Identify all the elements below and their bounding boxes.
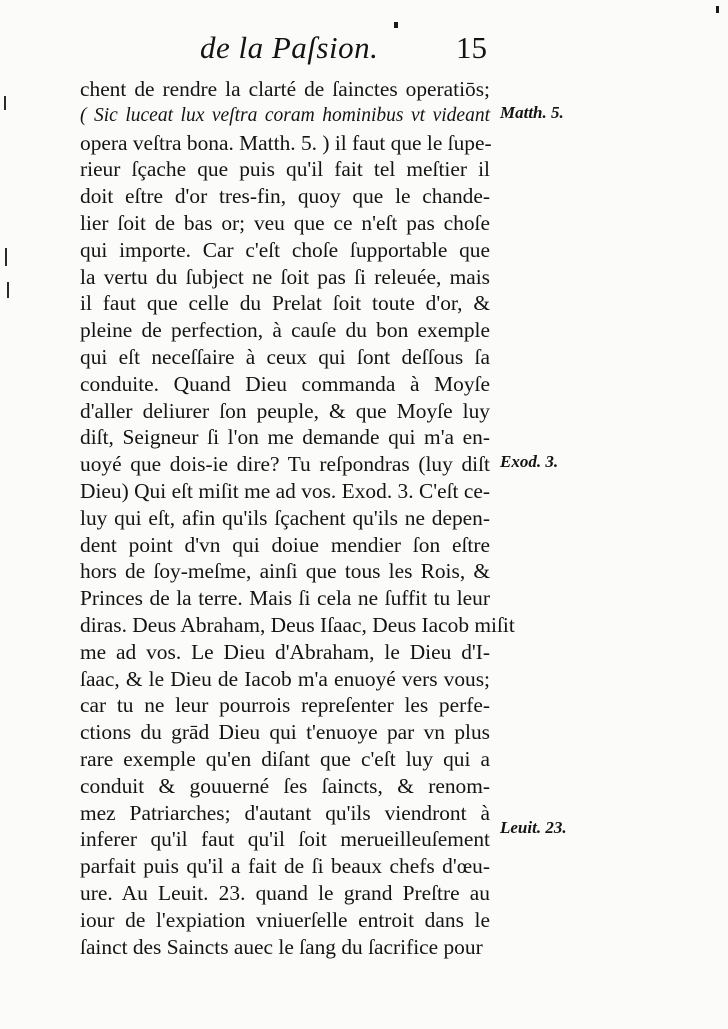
text-line: parfait puis qu'il a fait de ſi beaux chefs d'œu- [80, 854, 490, 879]
body-text [80, 76, 515, 960]
margin-note: Matth. 5. [500, 103, 564, 122]
text-line: ſaac, & le Dieu de Iacob m'a enuoyé vers vous; [80, 666, 490, 691]
text-line: ſainct des Saincts auec le ſang du ſacrifice pour [80, 934, 483, 959]
bleed-through-mark [4, 96, 6, 110]
text-line: d'aller deliurer ſon peuple, & que Moyſe luy [80, 398, 490, 423]
running-title: de la Paſsion. [200, 30, 379, 65]
text-line: me ad vos. Le Dieu d'Abraham, le Dieu d'I- [80, 639, 490, 664]
text-line: doit eſtre d'or tres-fin, quoy que le chande- [80, 184, 490, 209]
text-line: diras. Deus Abraham, Deus Iſaac, Deus Iacob miſit [80, 612, 515, 637]
text-line: ( Sic luceat lux veſtra coram hominibus vt videant [80, 104, 490, 126]
text-line: conduit & gouuerné ſes ſaincts, & renom- [80, 773, 490, 798]
text-line: la vertu du ſubject ne ſoit pas ſi releuée, mais [80, 264, 490, 289]
bleed-through-mark [5, 248, 7, 266]
text-line: il faut que celle du Prelat ſoit toute d'or, & [80, 291, 490, 316]
text-line: Princes de la terre. Mais ſi cela ne ſuffit tu leur [80, 586, 490, 611]
text-line: diſt, Seigneur ſi l'on me demande qui m'a en- [80, 425, 490, 450]
text-line: lier ſoit de bas or; veu que ce n'eſt pas choſe [80, 210, 490, 235]
ink-speck [716, 6, 719, 13]
text-line: car tu ne leur pourrois repreſenter les perfe- [80, 693, 490, 718]
text-line: rieur ſçache que puis qu'il fait tel meſtier il [80, 157, 490, 182]
text-line: dent point d'vn qui doiue mendier ſon eſtre [80, 532, 490, 557]
text-line: uoyé que dois-ie dire? Tu reſpondras (luy diſt [80, 452, 490, 477]
page-header [0, 30, 728, 74]
text-line: ctions du grād Dieu qui t'enuoye par vn plus [80, 720, 490, 745]
text-line: Dieu) Qui eſt miſit me ad vos. Exod. 3. C'eſt ce- [80, 478, 490, 503]
text-line: mez Patriarches; d'autant qu'ils viendront à [80, 800, 490, 825]
text-line: opera veſtra bona. Matth. 5. ) il faut que le ſupe- [80, 130, 492, 155]
text-line: rare exemple qu'en diſant que c'eſt luy qui a [80, 746, 490, 771]
page-number: 15 [456, 30, 487, 65]
text-line: luy qui eſt, afin qu'ils ſçachent qu'ils ne depen- [80, 505, 490, 530]
text-line: ure. Au Leuit. 23. quand le grand Preſtre au [80, 880, 490, 905]
text-line: qui importe. Car c'eſt choſe ſupportable que [80, 237, 490, 262]
ink-speck [394, 22, 398, 28]
text-line: hors de ſoy-meſme, ainſi que tous les Rois, & [80, 559, 490, 584]
margin-note: Exod. 3. [500, 452, 559, 471]
bleed-through-mark [7, 282, 9, 298]
text-line: inferer qu'il faut qu'il ſoit merueilleuſement [80, 827, 490, 852]
text-line: pleine de perfection, à cauſe du bon exemple [80, 318, 490, 343]
text-line: conduite. Quand Dieu commanda à Moyſe [80, 371, 490, 396]
text-line: iour de l'expiation vniuerſelle entroit dans le [80, 907, 490, 932]
margin-note: Leuit. 23. [500, 818, 567, 837]
text-line: qui eſt neceſſaire à ceux qui ſont deſſous ſa [80, 344, 490, 369]
text-line: chent de rendre la clarté de ſainctes operatiōs; [80, 77, 490, 101]
